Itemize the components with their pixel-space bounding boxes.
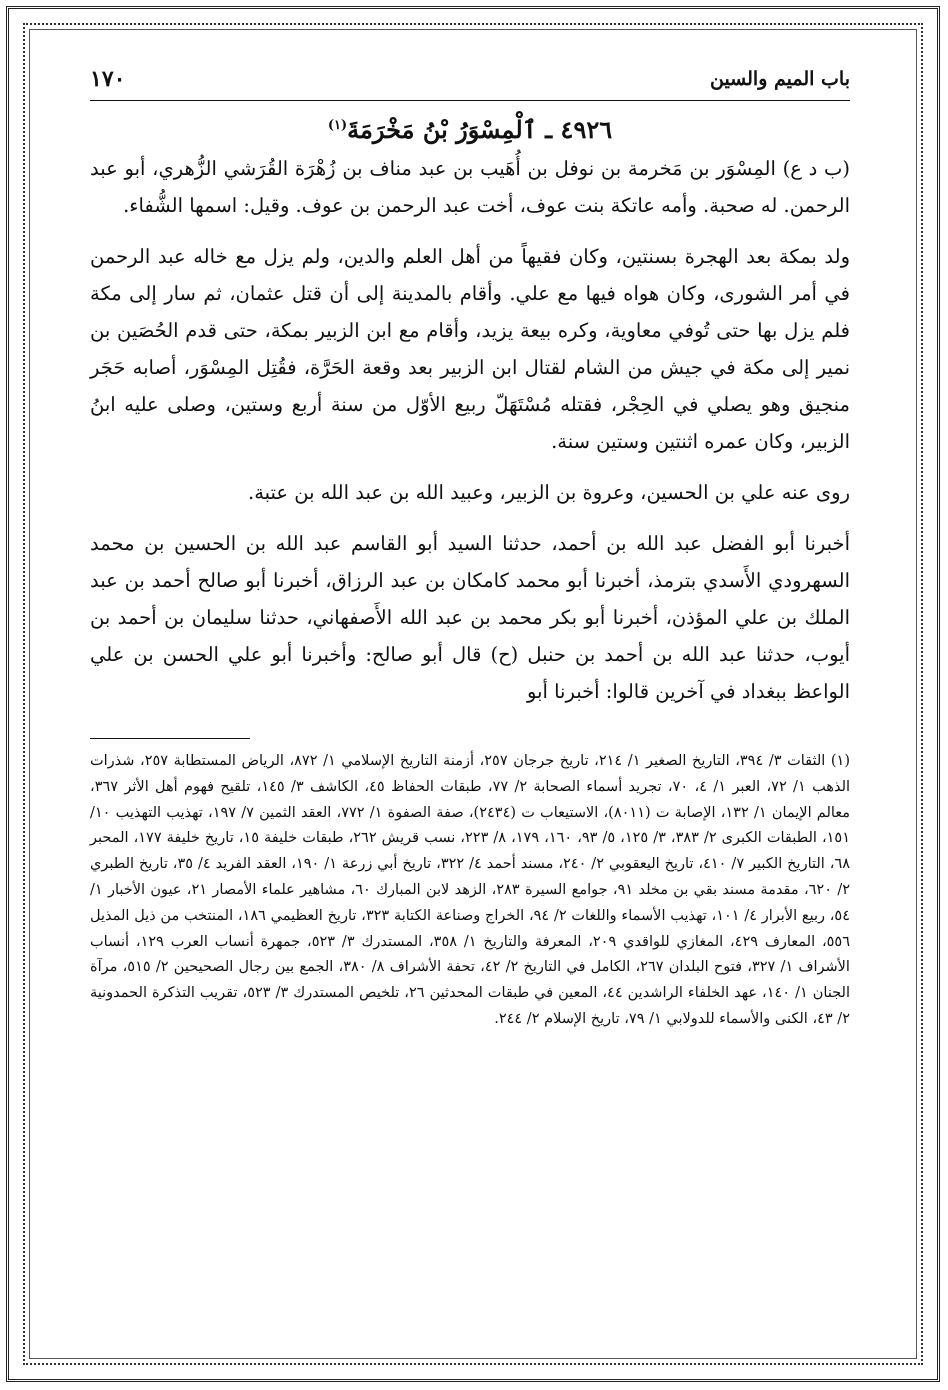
footnote-separator: [90, 738, 250, 739]
paragraph-isnad: أخبرنا أبو الفضل عبد الله بن أحمد، حدثنا السيد أبو القاسم عبد الله بن الحسين بن محمد السهرودي الأَسدي بترمذ، أخبرنا أبو محمد كامكان بن عبد الرزاق، أخبرنا أبو صالح أحمد بن عبد الملك بن علي المؤذن، أخبرنا أبو بكر محمد بن عبد الله الأَصفهاني، حدثنا سليمان بن أحمد بن أيوب، حدثنا عبد الله بن أحمد بن حنبل (ح) قال أبو صالح: وأخبرنا أبو علي الحسن بن علي الواعظ ببغداد في آخرين قالوا: أخبرنا أبو: [90, 532, 850, 703]
entry-heading: [90, 115, 850, 144]
paragraph-lineage: (ب د ع) المِسْوَر بن مَخرمة بن نوفل بن أُهَيب بن عبد مناف بن زُهْرَة القُرَشي الزُّهري، أبو عبد الرحمن. له صحبة. وأمه عاتكة بنت عوف، أخت عبد الرحمن بن عوف. وقيل: اسمها الشُّفاء.: [90, 157, 850, 217]
entry-title-text: ٤٩٢٦ ـ ٱلْمِسْوَرُ بْنُ مَخْرَمَةَ: [347, 115, 613, 144]
entry-body: [90, 150, 850, 710]
footnote-text: (١) الثقات ٣/ ٣٩٤، التاريخ الصغير ١/ ٢١٤، تاريخ جرجان ٢٥٧، أزمنة التاريخ الإسلامي ١/ ٨٧٢، الرياض المستطابة ٢٥٧، شذرات الذهب ١/ ٧٢، العبر ١/ ٤، ٧٠، تجريد أسماء الصحابة ٢/ ٧٧، طبقات الحفاظ ٤٥، الكاشف ٣/ ١٤٥، تلقيح فهوم أهل الأثر ٣٦٧، معالم الإيمان ١/ ١٣٢، الإصابة ت (٨٠١١)، الاستيعاب ت (٢٤٣٤)، صفة الصفوة ١/ ٧٧٢، العقد الثمين ٧/ ١٩٧، تهذيب التهذيب ١٠/ ١٥١، الطبقات الكبرى ٢/ ٣٨٣، ٣/ ١٢٥، ٥/ ٩٣، ١٦٠، ١٧٩، ٨/ ٢٢٣، نسب قريش ٢٦٢، طبقات خليفة ١٥، تاريخ خليفة ١٧٧، المحبر ٦٨، التاريخ الكبير ٧/ ٤١٠، تاريخ اليعقوبي ٢/ ٢٤٠، مسند أحمد ٤/ ٣٢٢، تاريخ أبي زرعة ١/ ١٩٠، العقد الفريد ٤/ ٣٥، تاريخ الطبري ٢/ ٦٢٠، مقدمة مسند بقي بن مخلد ٩١، جوامع السيرة ٢٨٣، الزهد لابن المبارك ٦٠، مشاهير علماء الأمصار ٢١، عيون الأخبار ١/ ٥٤، ربيع الأبرار ٤/ ١٠١، تهذيب الأسماء واللغات ٢/ ٩٤، الخراج وصناعة الكتابة ٣٢٣، تاريخ العظيمي ١٨٦، المنتخب من ذيل المذيل ٥٥٦، المعارف ٤٢٩، المغازي للواقدي ٢٠٩، المعرفة والتاريخ ١/ ٣٥٨، المستدرك ٣/ ٥٢٣، جمهرة أنساب العرب ١٢٩، أنساب الأشراف ١/ ٣٢٧، فتوح البلدان ٢٦٧، الكامل في التاريخ ٢/ ٤٢، تحفة الأشراف ٨/ ٣٨٠، الجمع بين رجال الصحيحين ٢/ ٥١٥، مرآة الجنان ١/ ١٤٠، عهد الخلفاء الراشدين ٤٤، المعين في طبقات المحدثين ٢٦، تلخيص المستدرك ٣/ ٥٢٣، تقريب التذكرة الحمدونية ٢/ ٤٣، الكنى والأسماء للدولابي ١/ ٧٩، تاريخ الإسلام ٢/ ٢٤٤.: [90, 753, 851, 1027]
paragraph-narrators: روى عنه علي بن الحسين، وعروة بن الزبير، وعبيد الله بن عبد الله بن عتبة.: [248, 481, 850, 504]
chapter-title: باب الميم والسين: [709, 68, 850, 90]
page-number: ١٧٠: [90, 66, 126, 92]
page-header: [90, 60, 850, 101]
paragraph-biography: ولد بمكة بعد الهجرة بسنتين، وكان فقيهاً من أهل العلم والدين، ولم يزل مع خاله عبد الرحمن في أمر الشورى، وكان هواه فيها مع علي. وأقام بالمدينة إلى أن قتل عثمان، ثم سار إلى مكة فلم يزل بها حتى تُوفي معاوية، وكره بيعة يزيد، وأقام مع ابن الزبير بمكة، حتى قدم الحُصَين بن نمير إلى مكة في جيش من الشام لقتال ابن الزبير بعد وقعة الحَرَّة، فقُتِل المِسْوَر، أصابه حَجَر منجيق وهو يصلي في الحِجْر، فقتله مُسْتَهَلّ ربيع الأوّل من سنة أربع وستين، وصلى عليه ابنُ الزبير، وكان عمره اثنتين وستين سنة.: [90, 245, 850, 453]
footnote-marker: (١): [327, 118, 348, 133]
book-page: [90, 60, 850, 1330]
